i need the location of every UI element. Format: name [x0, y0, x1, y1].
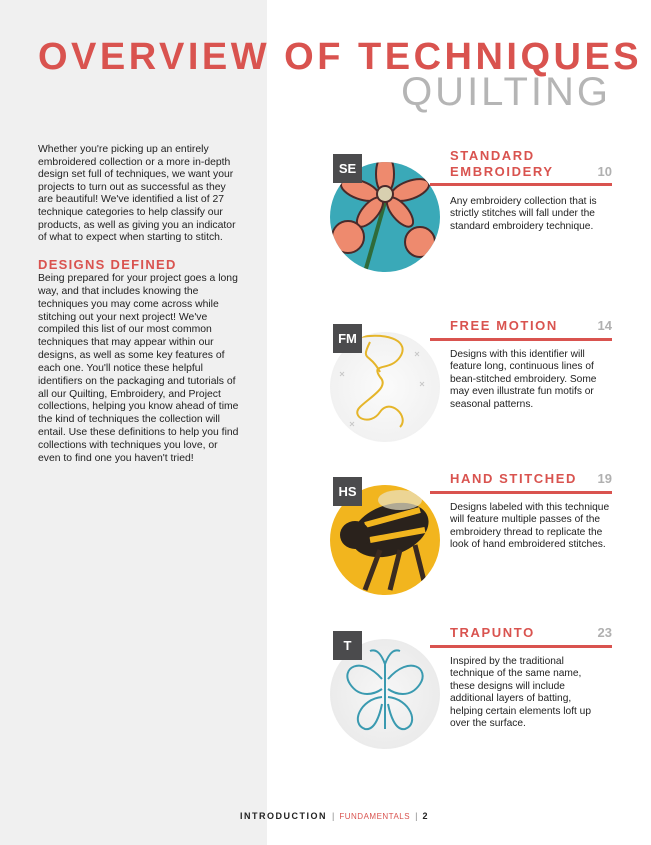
footer-page-number: 2	[422, 811, 429, 821]
technique-page-number: 23	[597, 625, 612, 640]
technique-trapunto	[328, 619, 618, 769]
technique-heading: HAND STITCHED	[450, 471, 577, 486]
footer-divider: |	[332, 811, 335, 821]
page-subtitle: QUILTING	[401, 70, 611, 114]
technique-description: Designs with this identifier will feature long, continuous lines of bean-stitched embroidery. Some may even illustrate fun motifs or seasonal patterns.	[450, 349, 597, 410]
technique-heading: FREE MOTION	[450, 318, 558, 333]
technique-description: Any embroidery collection that is strictly stitches will fall under the standard embroidery technique.	[450, 196, 597, 232]
technique-page-number: 10	[597, 164, 612, 179]
designs-defined-heading: DESIGNS DEFINED	[38, 257, 177, 272]
technique-hand-stitched	[328, 465, 618, 615]
heading-rule	[430, 183, 612, 186]
badge-se: SE	[333, 154, 362, 183]
technique-heading-line2: EMBROIDERY	[450, 164, 554, 179]
badge-t: T	[333, 631, 362, 660]
technique-heading-line1: STANDARD	[450, 148, 535, 163]
heading-rule	[430, 338, 612, 341]
technique-standard-embroidery	[328, 142, 618, 292]
technique-description: Inspired by the traditional technique of the same name, these designs will include additional layers of batting, helping certain elements loft up over the surface.	[450, 656, 592, 730]
heading-rule	[430, 645, 612, 648]
technique-page-number: 19	[597, 471, 612, 486]
page-title: OVERVIEW OF TECHNIQUES	[38, 36, 643, 78]
page-footer	[240, 811, 429, 821]
footer-divider: |	[415, 811, 418, 821]
technique-description: Designs labeled with this technique will feature multiple passes of the embroidery thread to replicate the look of hand embroidered stitches.	[450, 502, 610, 551]
intro-paragraph: Whether you're picking up an entirely embroidered collection or a more in-depth design set full of techniques, we want your projects to turn out as successful as they are beautiful! We've identified a list of 27 technique categories to help classify our products, as well as giving you an indicator of what to expect when starting to stitch.	[38, 144, 236, 244]
badge-fm: FM	[333, 324, 362, 353]
technique-heading: TRAPUNTO	[450, 625, 535, 640]
badge-hs: HS	[333, 477, 362, 506]
footer-chapter: FUNDAMENTALS	[339, 812, 411, 821]
heading-rule	[430, 491, 612, 494]
designs-defined-body: Being prepared for your project goes a long way, and that includes knowing the techniques you may come across while stitching out your next project! We've compiled this list of our most common techniques that may appear within our designs, as well as some key features of each one. You'll notice these helpful identifiers on the packaging and tutorials of all our Quilting, Embroidery, and Project collections, helping you know ahead of time the kind of techniques the collection will entail. Use these definitions to help you find collections with techniques you love, or even to find one you haven't tried!	[38, 273, 239, 464]
footer-section: INTRODUCTION	[240, 811, 327, 821]
technique-free-motion	[328, 312, 618, 462]
technique-page-number: 14	[597, 318, 612, 333]
